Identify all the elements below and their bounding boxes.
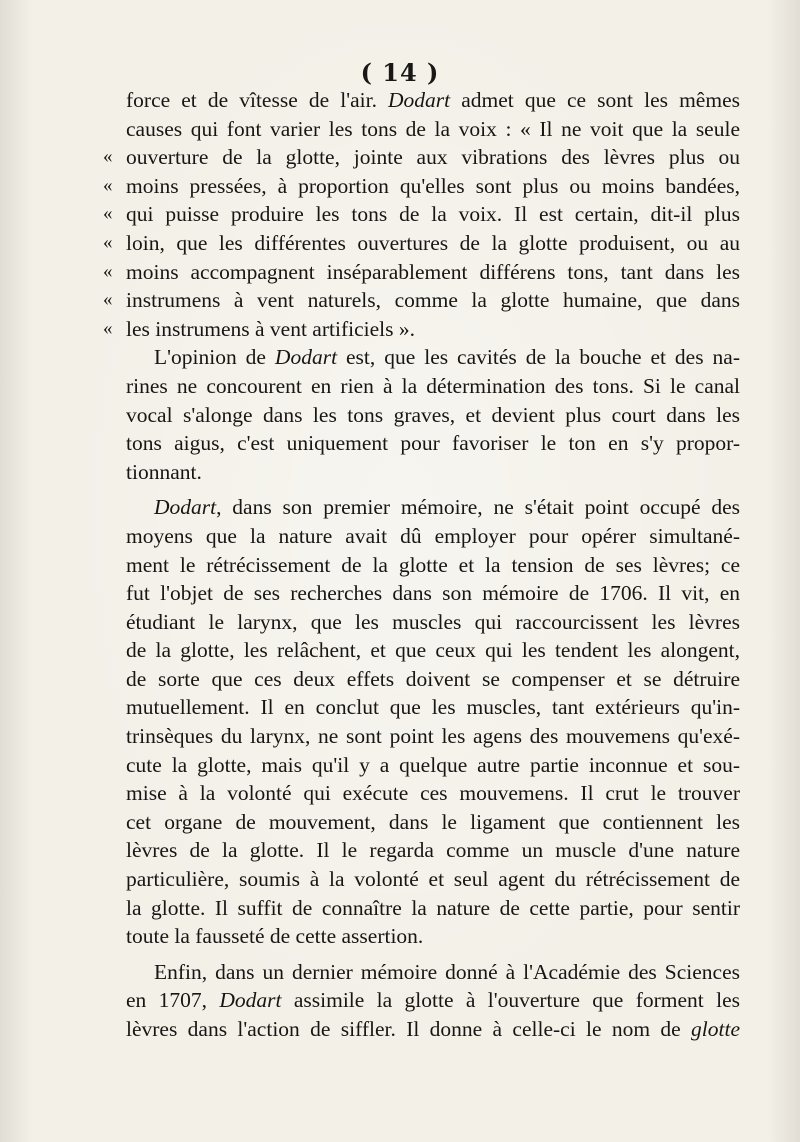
text-run: L'opinion de	[154, 345, 275, 370]
text-line	[126, 429, 740, 458]
italic-text: Dodart	[154, 495, 217, 520]
text-run: moyens que la nature avait dû employer pour opérer simultané-	[126, 523, 740, 548]
italic-text: glotte	[691, 1017, 740, 1041]
text-line	[126, 636, 740, 665]
text-line	[126, 522, 740, 551]
text-line	[126, 922, 740, 951]
quote-mark: «	[103, 174, 113, 196]
text-run: en 1707,	[126, 988, 220, 1013]
quote-mark: «	[103, 146, 113, 168]
quote-mark: «	[103, 289, 113, 311]
text-line	[126, 665, 740, 694]
text-run: ment le rétrécissement de la glotte et la tension de ses lèvres; ce	[126, 552, 740, 577]
text-line	[126, 1015, 740, 1044]
text-run: loin, que les différentes ouvertures de la glotte produisent, ou au	[126, 230, 740, 255]
text-run: tons aigus, c'est uniquement pour favoriser le ton en s'y propor-	[126, 431, 740, 456]
quote-mark: «	[103, 203, 113, 225]
text-line	[126, 836, 740, 865]
text-line	[126, 865, 740, 894]
quote-mark: «	[103, 260, 113, 282]
text-run: de sorte que ces deux effets doivent se compenser et se détruire	[126, 666, 740, 691]
text-run: cute la glotte, mais qu'il y a quelque autre partie inconnue et sou-	[126, 752, 740, 777]
text-run: lèvres de la glotte. Il le regarda comme un muscle d'une nature	[126, 838, 740, 863]
text-line	[126, 751, 740, 780]
text-line	[103, 172, 740, 201]
text-run: particulière, soumis à la volonté et seul agent du rétrécissement de	[126, 867, 740, 892]
text-run: de la glotte, les relâchent, et que ceux qui les tendent les alongent,	[126, 638, 740, 663]
text-run: instrumens à vent naturels, comme la glotte humaine, que dans	[126, 288, 740, 313]
text-run: Enfin, dans un dernier mémoire donné à l'Académie des Sciences	[154, 959, 740, 984]
text-run: admet que ce sont les mêmes	[450, 88, 740, 112]
text-run: mise à la volonté qui exécute ces mouvemens. Il crut le trouver	[126, 781, 740, 806]
text-run: lèvres dans l'action de siffler. Il donne à celle-ci le nom de	[126, 1017, 692, 1041]
text-line	[103, 200, 740, 229]
text-run: , dans son premier mémoire, ne s'était point occupé des	[216, 495, 740, 520]
italic-text: Dodart	[274, 345, 338, 370]
text-line	[126, 779, 740, 808]
text-run: est, que les cavités de la bouche et des na-	[337, 345, 741, 370]
page-number: ( 14 )	[360, 58, 440, 87]
text-line	[126, 958, 740, 987]
text-line	[103, 315, 740, 344]
text-line	[126, 894, 740, 923]
text-run: toute la fausseté de cette assertion.	[126, 924, 424, 949]
text-run: tionnant.	[126, 459, 202, 484]
body-text	[103, 86, 741, 1044]
text-line	[126, 343, 740, 372]
text-line	[126, 693, 740, 722]
text-run: cet organe de mouvement, dans le ligament que contiennent les	[126, 809, 740, 834]
text-line	[103, 286, 740, 315]
italic-text: Dodart	[219, 988, 282, 1013]
text-run: fut l'objet de ses recherches dans son mémoire de 1706. Il vit, en	[126, 581, 740, 606]
text-line	[103, 258, 740, 287]
text-line	[103, 143, 740, 172]
text-line	[126, 115, 740, 144]
text-run: qui puisse produire les tons de la voix. Il est certain, dit-il plus	[126, 202, 740, 227]
text-run: causes qui font varier les tons de la voix : « Il ne voit que la seule	[126, 116, 740, 141]
text-run: ouverture de la glotte, jointe aux vibrations des lèvres plus ou	[126, 145, 740, 170]
text-line	[126, 372, 740, 401]
text-run: assimile la glotte à l'ouverture que forment les	[281, 988, 740, 1013]
text-line	[126, 722, 740, 751]
text-run: trinsèques du larynx, ne sont point les agens des mouvemens qu'exé-	[126, 724, 740, 749]
text-line	[126, 458, 740, 487]
text-run: rines ne concourent en rien à la détermination des tons. Si le canal	[126, 373, 740, 398]
text-run: les instrumens à vent artificiels ».	[126, 316, 415, 341]
text-line	[126, 493, 740, 522]
italic-text: Dodart	[388, 88, 451, 112]
text-run: vocal s'alonge dans les tons graves, et devient plus court dans les	[126, 402, 740, 427]
quote-mark: «	[103, 317, 113, 339]
text-run: mutuellement. Il en conclut que les muscles, tant extérieurs qu'in-	[126, 695, 740, 720]
text-run: moins accompagnent inséparablement différens tons, tant dans les	[126, 259, 740, 284]
text-line	[126, 401, 740, 430]
text-run: étudiant le larynx, que les muscles qui raccourcissent les lèvres	[126, 609, 740, 634]
text-line	[126, 579, 740, 608]
text-line	[126, 986, 740, 1015]
text-line	[126, 551, 740, 580]
text-line	[126, 808, 740, 837]
text-run: la glotte. Il suffit de connaître la nature de cette partie, pour sentir	[126, 895, 740, 920]
quote-mark: «	[103, 231, 113, 253]
text-line	[126, 86, 740, 115]
text-line	[103, 229, 740, 258]
text-run: moins pressées, à proportion qu'elles sont plus ou moins bandées,	[126, 173, 740, 198]
text-run: force et de vîtesse de l'air.	[126, 88, 389, 112]
text-line	[126, 608, 740, 637]
